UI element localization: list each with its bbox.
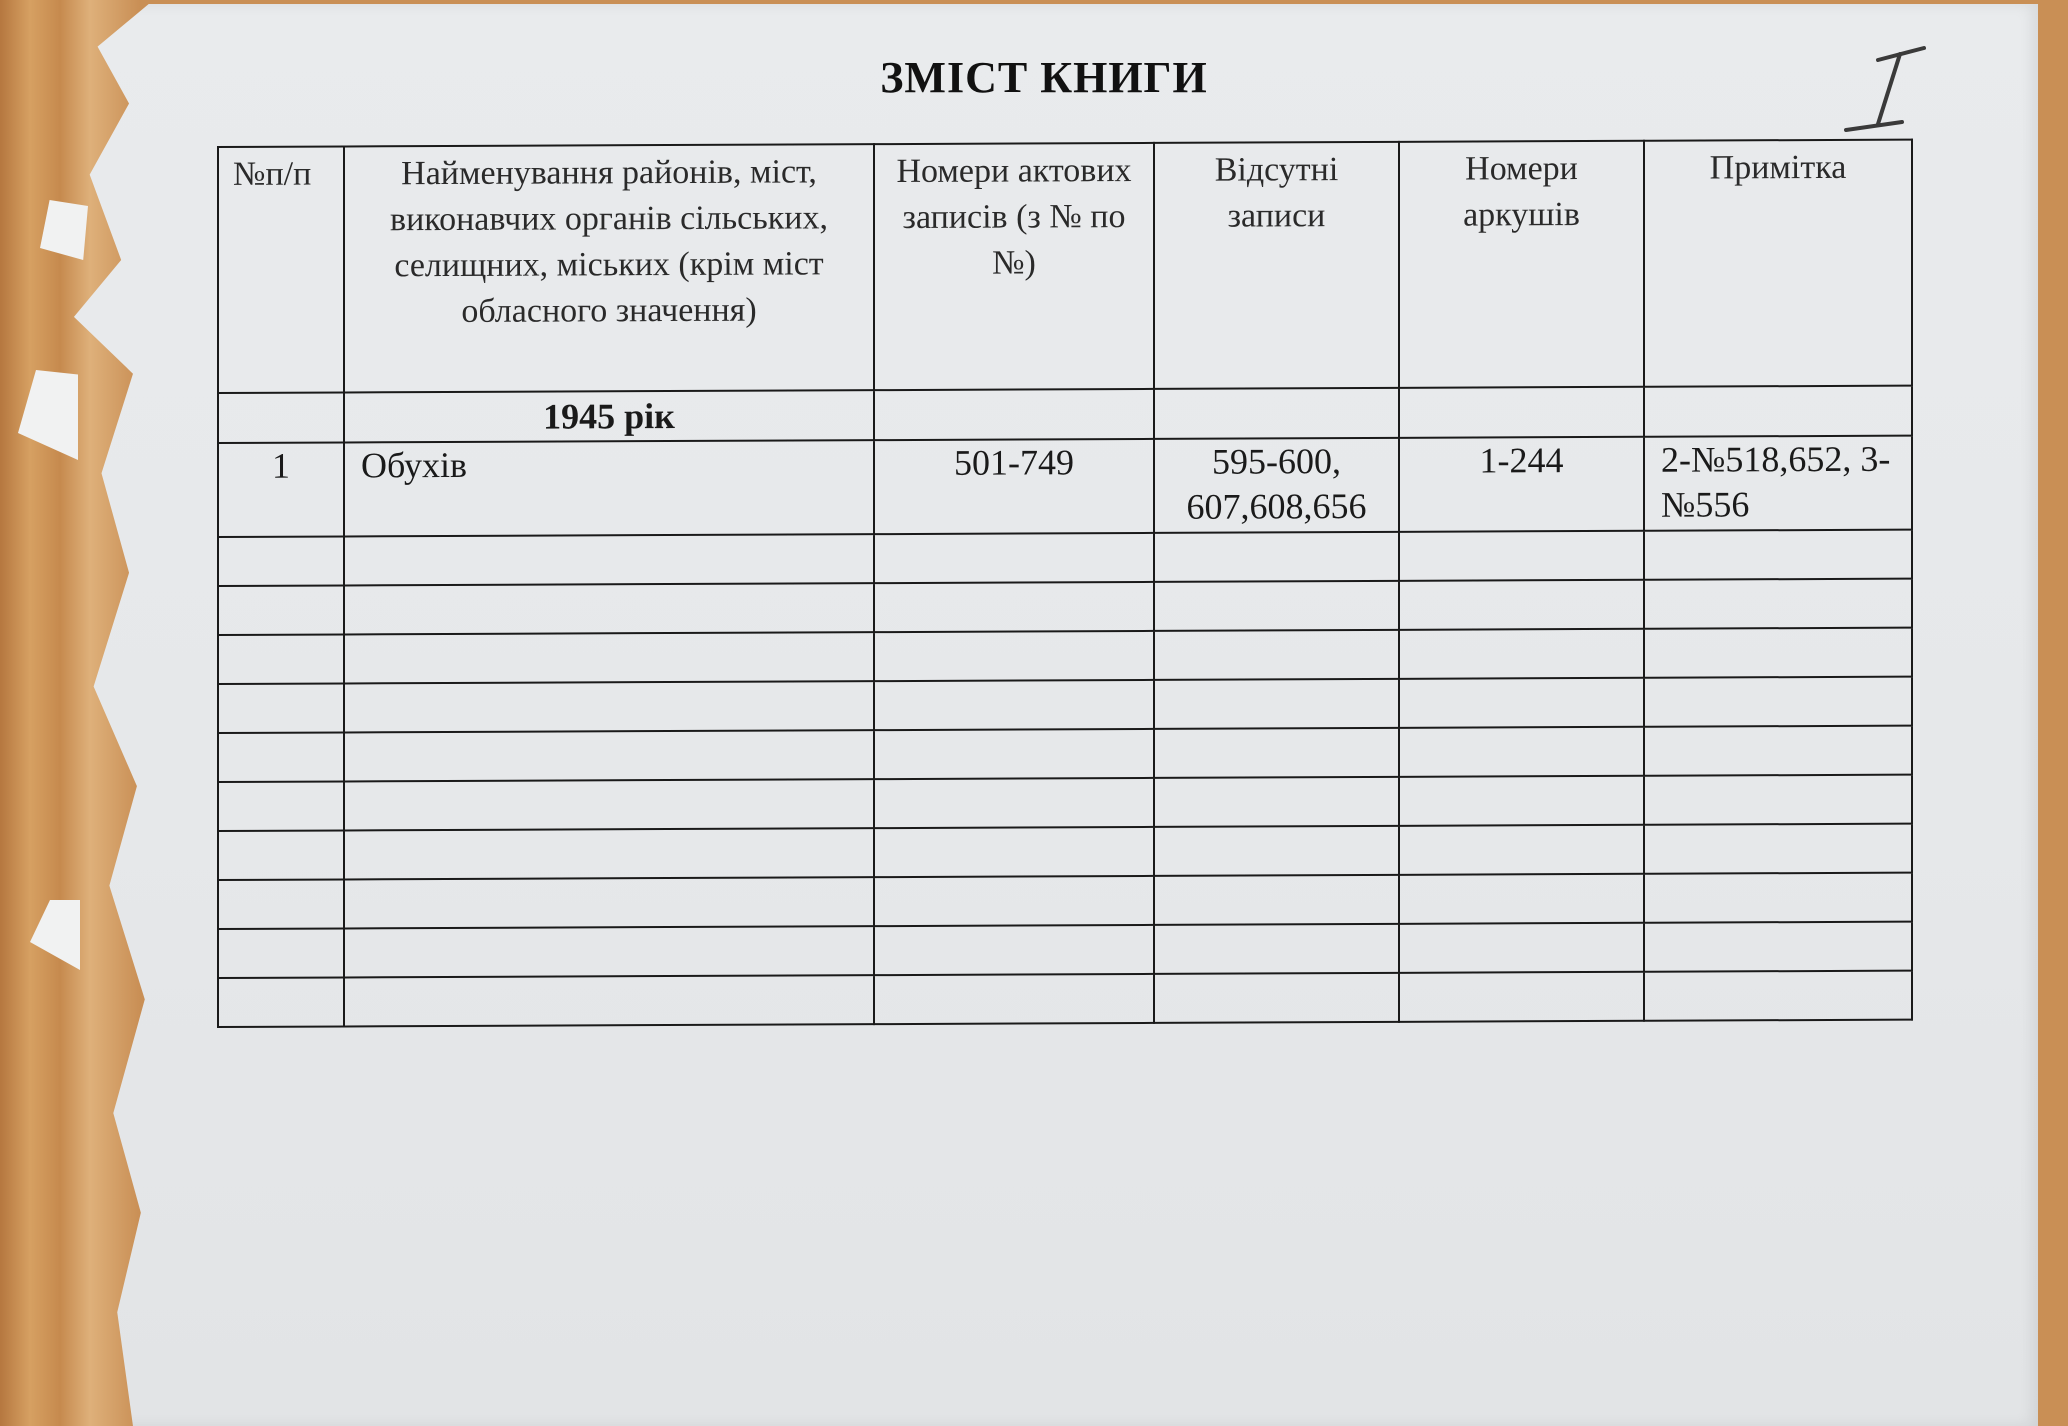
empty-table-cell: [874, 631, 1154, 681]
empty-table-cell: [1399, 580, 1644, 630]
empty-table-cell: [1399, 678, 1644, 728]
empty-table-cell: [218, 585, 344, 635]
empty-table-cell: [874, 680, 1154, 730]
empty-table-cell: [1644, 922, 1912, 972]
empty-table-cell: [344, 779, 874, 830]
empty-table-cell: [344, 583, 874, 634]
empty-table-cell: [1399, 776, 1644, 826]
empty-table-row: [218, 530, 1912, 586]
page-number-mark: [1838, 40, 1938, 140]
table-cell: [1644, 386, 1912, 437]
empty-rows: [218, 530, 1912, 1027]
empty-table-cell: [874, 729, 1154, 779]
table-cell: [1154, 388, 1399, 439]
header-missing: Відсутні записи: [1154, 142, 1399, 389]
table-row: [218, 436, 1912, 537]
row-sheets: 1-244: [1399, 437, 1644, 532]
page-title: ЗМІСТ КНИГИ: [880, 53, 1208, 102]
empty-table-cell: [218, 683, 344, 733]
empty-table-row: [218, 726, 1912, 782]
empty-table-row: [218, 628, 1912, 684]
empty-table-cell: [1399, 972, 1644, 1022]
empty-table-row: [218, 775, 1912, 831]
empty-table-cell: [1644, 824, 1912, 874]
empty-table-cell: [1154, 679, 1399, 729]
row-number: 1: [218, 442, 344, 537]
empty-table-cell: [874, 876, 1154, 926]
empty-table-row: [218, 677, 1912, 733]
empty-table-cell: [344, 534, 874, 585]
empty-table-row: [218, 873, 1912, 929]
contents-table: [217, 139, 1913, 1028]
empty-table-cell: [1154, 826, 1399, 876]
empty-table-cell: [1154, 924, 1399, 974]
empty-table-cell: [1644, 677, 1912, 727]
empty-table-cell: [874, 778, 1154, 828]
empty-table-cell: [218, 732, 344, 782]
header-records: Номери актових записів (з № по №): [874, 143, 1154, 390]
empty-table-cell: [218, 830, 344, 880]
table-header-row: [218, 140, 1912, 393]
empty-table-cell: [218, 879, 344, 929]
empty-table-cell: [1154, 777, 1399, 827]
year-section-row: [218, 386, 1912, 443]
empty-table-cell: [1399, 727, 1644, 777]
table-cell: [1399, 387, 1644, 438]
empty-table-cell: [218, 977, 344, 1027]
header-sheets: Номери аркушів: [1399, 141, 1644, 388]
empty-table-cell: [1399, 825, 1644, 875]
empty-table-cell: [1154, 728, 1399, 778]
row-missing: 595-600, 607,608,656: [1154, 438, 1399, 533]
contents-table-wrapper: [217, 139, 1911, 1028]
empty-table-cell: [874, 582, 1154, 632]
empty-table-cell: [1644, 579, 1912, 629]
empty-table-cell: [218, 781, 344, 831]
empty-table-cell: [344, 828, 874, 879]
empty-table-cell: [218, 634, 344, 684]
header-number: №п/п: [218, 146, 344, 393]
empty-table-cell: [1154, 581, 1399, 631]
row-name: Обухів: [344, 440, 874, 536]
empty-table-cell: [1154, 630, 1399, 680]
empty-table-cell: [1154, 973, 1399, 1023]
empty-table-cell: [1644, 873, 1912, 923]
table-cell: [218, 392, 344, 443]
empty-table-cell: [874, 974, 1154, 1024]
empty-table-cell: [344, 926, 874, 977]
table-cell: [874, 389, 1154, 440]
empty-table-row: [218, 579, 1912, 635]
table-cell: [344, 390, 874, 442]
empty-table-cell: [344, 730, 874, 781]
empty-table-cell: [1154, 532, 1399, 582]
empty-table-cell: [1644, 775, 1912, 825]
empty-table-cell: [344, 632, 874, 683]
header-note: Примітка: [1644, 140, 1912, 387]
year-label: 1945 рік: [543, 396, 675, 437]
empty-table-cell: [1644, 971, 1912, 1021]
empty-table-cell: [1644, 530, 1912, 580]
empty-table-cell: [218, 536, 344, 586]
empty-table-cell: [1399, 874, 1644, 924]
row-records: 501-749: [874, 439, 1154, 534]
row-note: 2-№518,652, 3-№556: [1644, 436, 1912, 531]
empty-table-cell: [218, 928, 344, 978]
empty-table-row: [218, 922, 1912, 978]
empty-table-cell: [1644, 726, 1912, 776]
empty-table-cell: [344, 681, 874, 732]
empty-table-cell: [1644, 628, 1912, 678]
empty-table-cell: [874, 533, 1154, 583]
empty-table-cell: [1399, 629, 1644, 679]
empty-table-row: [218, 824, 1912, 880]
empty-table-cell: [344, 975, 874, 1026]
empty-table-cell: [1399, 923, 1644, 973]
empty-table-cell: [344, 877, 874, 928]
empty-table-cell: [1399, 531, 1644, 581]
empty-table-cell: [874, 925, 1154, 975]
empty-table-cell: [1154, 875, 1399, 925]
empty-table-row: [218, 971, 1912, 1027]
empty-table-cell: [874, 827, 1154, 877]
header-name: Найменування районів, міст, виконавчих органів сільських, селищних, міських (крім міст обласного значення): [344, 144, 874, 392]
